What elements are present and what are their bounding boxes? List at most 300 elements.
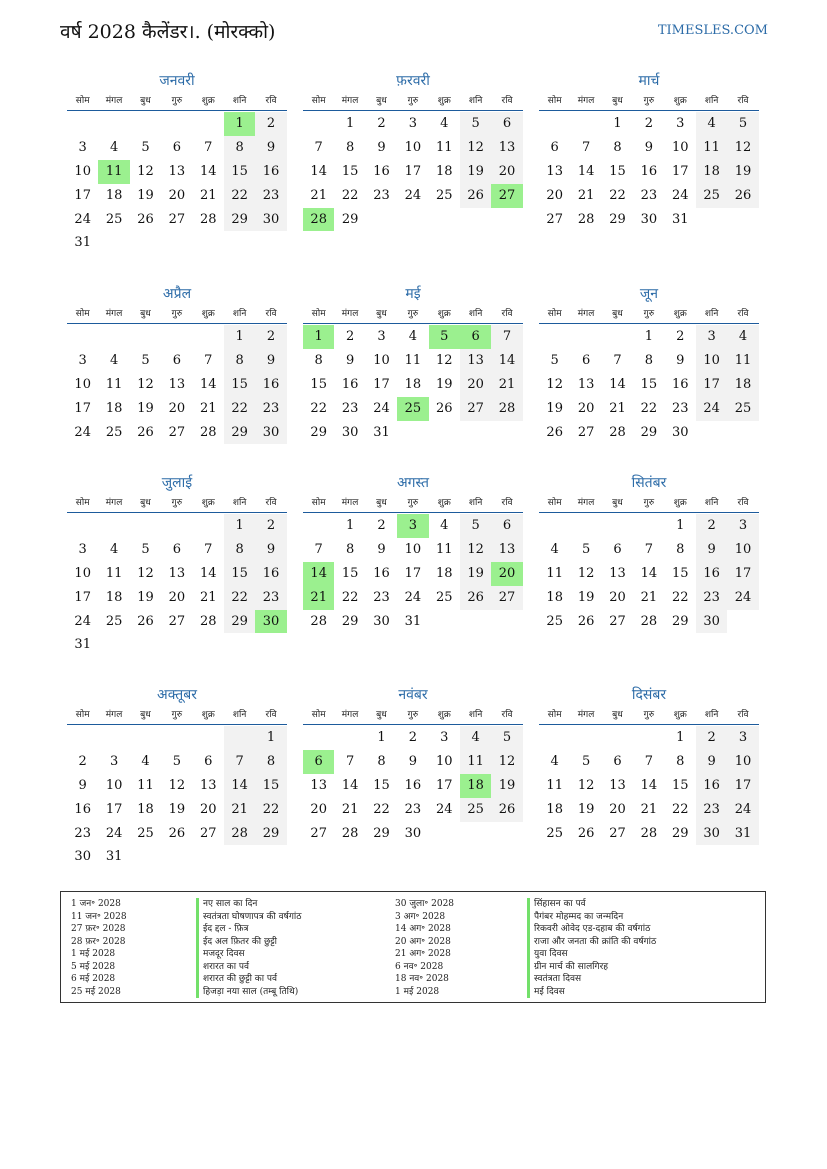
day-cell[interactable]: 4 — [408, 329, 417, 344]
day-cell[interactable]: 24 — [74, 211, 91, 227]
day-cell[interactable]: 7 — [581, 139, 591, 155]
day-cell[interactable]: 26 — [491, 798, 522, 822]
day-cell[interactable]: 17 — [727, 774, 758, 798]
day-cell[interactable]: 11 — [435, 541, 453, 557]
day-cell[interactable]: 9 — [78, 777, 87, 793]
day-cell[interactable]: 9 — [696, 750, 727, 774]
day-cell[interactable]: 28 — [199, 211, 217, 227]
day-cell[interactable]: 15 — [224, 373, 255, 397]
day-cell[interactable]: 6 — [172, 139, 181, 155]
day-cell[interactable]: 18 — [105, 400, 123, 416]
day-cell[interactable]: 13 — [460, 349, 491, 373]
day-cell[interactable]: 14 — [491, 349, 522, 373]
day-cell[interactable]: 5 — [491, 726, 522, 750]
day-cell[interactable]: 18 — [105, 187, 123, 203]
day-cell[interactable]: 5 — [550, 352, 559, 368]
day-cell[interactable]: 16 — [255, 373, 286, 397]
day-cell[interactable]: 22 — [341, 589, 359, 605]
day-cell[interactable]: 29 — [609, 211, 626, 227]
day-cell[interactable]: 1 — [224, 112, 255, 136]
day-cell[interactable]: 27 — [168, 613, 186, 629]
day-cell[interactable]: 10 — [404, 139, 422, 155]
day-cell[interactable]: 13 — [168, 376, 186, 392]
day-cell[interactable]: 13 — [546, 163, 563, 179]
day-cell[interactable]: 25 — [397, 397, 428, 421]
day-cell[interactable]: 6 — [460, 325, 491, 349]
day-cell[interactable]: 22 — [671, 589, 689, 605]
day-cell[interactable]: 6 — [550, 139, 559, 155]
day-cell[interactable]: 23 — [255, 397, 286, 421]
day-cell[interactable]: 9 — [676, 352, 685, 368]
day-cell[interactable]: 7 — [644, 541, 653, 557]
day-cell[interactable]: 26 — [577, 825, 595, 841]
day-cell[interactable]: 21 — [341, 801, 359, 817]
day-cell[interactable]: 5 — [141, 139, 150, 155]
day-cell[interactable]: 15 — [341, 565, 359, 581]
day-cell[interactable]: 1 — [613, 116, 622, 131]
day-cell[interactable]: 29 — [373, 825, 390, 841]
day-cell[interactable]: 27 — [168, 424, 186, 440]
day-cell[interactable]: 16 — [696, 774, 727, 798]
day-cell[interactable]: 31 — [373, 424, 390, 440]
day-cell[interactable]: 13 — [491, 538, 522, 562]
day-cell[interactable]: 30 — [696, 822, 727, 846]
day-cell[interactable]: 24 — [727, 798, 758, 822]
day-cell[interactable]: 20 — [199, 801, 217, 817]
day-cell[interactable]: 30 — [255, 208, 286, 232]
day-cell[interactable]: 4 — [696, 112, 727, 136]
day-cell[interactable]: 11 — [727, 349, 758, 373]
day-cell[interactable]: 19 — [137, 400, 154, 416]
day-cell[interactable]: 2 — [377, 518, 386, 533]
day-cell[interactable]: 26 — [137, 424, 154, 440]
day-cell[interactable]: 4 — [550, 753, 559, 769]
day-cell[interactable]: 30 — [255, 610, 286, 634]
day-cell[interactable]: 8 — [224, 136, 255, 160]
day-cell[interactable]: 18 — [696, 160, 727, 184]
day-cell[interactable]: 27 — [199, 825, 217, 841]
day-cell[interactable]: 16 — [404, 777, 422, 793]
day-cell[interactable]: 5 — [460, 514, 491, 538]
day-cell[interactable]: 2 — [345, 329, 355, 344]
day-cell[interactable]: 26 — [460, 184, 491, 208]
day-cell[interactable]: 23 — [404, 801, 422, 817]
day-cell[interactable]: 11 — [137, 777, 154, 793]
day-cell[interactable]: 1 — [303, 325, 334, 349]
day-cell[interactable]: 19 — [435, 376, 453, 392]
day-cell[interactable]: 10 — [74, 565, 91, 581]
day-cell[interactable]: 29 — [640, 424, 658, 440]
day-cell[interactable]: 12 — [137, 376, 154, 392]
day-cell[interactable]: 12 — [727, 136, 758, 160]
day-cell[interactable]: 30 — [341, 424, 359, 440]
day-cell[interactable]: 18 — [105, 589, 123, 605]
day-cell[interactable]: 19 — [546, 400, 563, 416]
day-cell[interactable]: 21 — [310, 187, 327, 203]
day-cell[interactable]: 6 — [491, 112, 522, 136]
day-cell[interactable]: 7 — [204, 352, 213, 368]
day-cell[interactable]: 16 — [373, 565, 390, 581]
day-cell[interactable]: 7 — [491, 325, 522, 349]
day-cell[interactable]: 15 — [224, 160, 255, 184]
day-cell[interactable]: 23 — [74, 825, 91, 841]
day-cell[interactable]: 20 — [609, 589, 626, 605]
day-cell[interactable]: 14 — [310, 163, 327, 179]
day-cell[interactable]: 31 — [671, 211, 689, 227]
day-cell[interactable]: 4 — [440, 116, 449, 131]
day-cell[interactable]: 15 — [640, 376, 658, 392]
day-cell[interactable]: 10 — [696, 349, 727, 373]
day-cell[interactable]: 26 — [168, 825, 186, 841]
day-cell[interactable]: 7 — [314, 139, 323, 155]
day-cell[interactable]: 15 — [671, 565, 689, 581]
day-cell[interactable]: 14 — [199, 163, 217, 179]
day-cell[interactable]: 3 — [78, 541, 87, 557]
day-cell[interactable]: 28 — [640, 613, 658, 629]
day-cell[interactable]: 10 — [727, 750, 758, 774]
day-cell[interactable]: 19 — [460, 160, 491, 184]
day-cell[interactable]: 10 — [373, 352, 390, 368]
day-cell[interactable]: 5 — [172, 753, 181, 769]
day-cell[interactable]: 2 — [676, 329, 685, 344]
day-cell[interactable]: 8 — [676, 753, 685, 769]
day-cell[interactable]: 19 — [168, 801, 186, 817]
day-cell[interactable]: 12 — [137, 163, 154, 179]
day-cell[interactable]: 24 — [435, 801, 453, 817]
day-cell[interactable]: 18 — [546, 589, 563, 605]
day-cell[interactable]: 3 — [78, 352, 87, 368]
day-cell[interactable]: 4 — [109, 541, 119, 557]
day-cell[interactable]: 3 — [696, 325, 727, 349]
day-cell[interactable]: 19 — [577, 801, 595, 817]
day-cell[interactable]: 7 — [314, 541, 323, 557]
day-cell[interactable]: 27 — [168, 211, 186, 227]
day-cell[interactable]: 6 — [172, 541, 181, 557]
day-cell[interactable]: 25 — [435, 589, 453, 605]
day-cell[interactable]: 23 — [696, 586, 727, 610]
day-cell[interactable]: 18 — [727, 373, 758, 397]
day-cell[interactable]: 1 — [676, 730, 685, 745]
day-cell[interactable]: 5 — [141, 352, 150, 368]
day-cell[interactable]: 25 — [105, 424, 123, 440]
day-cell[interactable]: 3 — [109, 753, 119, 769]
day-cell[interactable]: 18 — [404, 376, 422, 392]
day-cell[interactable]: 13 — [310, 777, 327, 793]
day-cell[interactable]: 2 — [408, 730, 417, 745]
day-cell[interactable]: 1 — [255, 726, 286, 750]
day-cell[interactable]: 24 — [74, 613, 91, 629]
day-cell[interactable]: 26 — [435, 400, 453, 416]
day-cell[interactable]: 22 — [341, 187, 359, 203]
day-cell[interactable]: 27 — [609, 825, 626, 841]
day-cell[interactable]: 4 — [460, 726, 491, 750]
day-cell[interactable]: 16 — [74, 801, 91, 817]
day-cell[interactable]: 26 — [727, 184, 758, 208]
day-cell[interactable]: 14 — [640, 565, 658, 581]
day-cell[interactable]: 3 — [440, 730, 449, 745]
day-cell[interactable]: 18 — [435, 565, 453, 581]
day-cell[interactable]: 18 — [137, 801, 154, 817]
day-cell[interactable]: 27 — [546, 211, 563, 227]
day-cell[interactable]: 2 — [78, 753, 87, 769]
day-cell[interactable]: 20 — [546, 187, 563, 203]
day-cell[interactable]: 24 — [727, 586, 758, 610]
day-cell[interactable]: 10 — [435, 753, 453, 769]
day-cell[interactable]: 26 — [460, 586, 491, 610]
day-cell[interactable]: 15 — [373, 777, 390, 793]
day-cell[interactable]: 4 — [727, 325, 758, 349]
day-cell[interactable]: 25 — [105, 613, 123, 629]
day-cell[interactable]: 8 — [314, 352, 323, 368]
day-cell[interactable]: 12 — [460, 538, 491, 562]
day-cell[interactable]: 9 — [255, 136, 286, 160]
day-cell[interactable]: 6 — [491, 514, 522, 538]
day-cell[interactable]: 5 — [429, 325, 460, 349]
day-cell[interactable]: 2 — [644, 116, 653, 131]
day-cell[interactable]: 11 — [98, 160, 129, 184]
day-cell[interactable]: 19 — [137, 589, 154, 605]
day-cell[interactable]: 16 — [341, 376, 359, 392]
day-cell[interactable]: 22 — [671, 801, 689, 817]
day-cell[interactable]: 28 — [341, 825, 359, 841]
day-cell[interactable]: 8 — [345, 541, 355, 557]
day-cell[interactable]: 12 — [491, 750, 522, 774]
day-cell[interactable]: 7 — [224, 750, 255, 774]
day-cell[interactable]: 21 — [640, 801, 658, 817]
day-cell[interactable]: 23 — [696, 798, 727, 822]
day-cell[interactable]: 21 — [303, 586, 334, 610]
day-cell[interactable]: 22 — [609, 187, 626, 203]
day-cell[interactable]: 11 — [460, 750, 491, 774]
day-cell[interactable]: 30 — [255, 421, 286, 445]
day-cell[interactable]: 18 — [460, 774, 491, 798]
day-cell[interactable]: 29 — [671, 613, 689, 629]
day-cell[interactable]: 16 — [373, 163, 390, 179]
day-cell[interactable]: 8 — [255, 750, 286, 774]
day-cell[interactable]: 14 — [609, 376, 626, 392]
day-cell[interactable]: 28 — [491, 397, 522, 421]
day-cell[interactable]: 15 — [255, 774, 286, 798]
day-cell[interactable]: 11 — [105, 376, 123, 392]
day-cell[interactable]: 13 — [577, 376, 595, 392]
day-cell[interactable]: 29 — [671, 825, 689, 841]
day-cell[interactable]: 10 — [105, 777, 123, 793]
day-cell[interactable]: 21 — [199, 589, 217, 605]
day-cell[interactable]: 17 — [105, 801, 123, 817]
day-cell[interactable]: 21 — [199, 400, 217, 416]
day-cell[interactable]: 2 — [377, 116, 386, 131]
day-cell[interactable]: 27 — [609, 613, 626, 629]
day-cell[interactable]: 30 — [671, 424, 689, 440]
day-cell[interactable]: 17 — [74, 589, 91, 605]
day-cell[interactable]: 5 — [581, 753, 591, 769]
day-cell[interactable]: 27 — [491, 184, 522, 208]
day-cell[interactable]: 22 — [640, 400, 658, 416]
day-cell[interactable]: 25 — [546, 825, 563, 841]
day-cell[interactable]: 14 — [199, 376, 217, 392]
day-cell[interactable]: 3 — [676, 116, 685, 131]
day-cell[interactable]: 31 — [74, 637, 91, 653]
day-cell[interactable]: 28 — [609, 424, 626, 440]
day-cell[interactable]: 10 — [727, 538, 758, 562]
day-cell[interactable]: 9 — [377, 139, 386, 155]
day-cell[interactable]: 11 — [696, 136, 727, 160]
day-cell[interactable]: 29 — [310, 424, 327, 440]
day-cell[interactable]: 13 — [609, 777, 626, 793]
day-cell[interactable]: 11 — [105, 565, 123, 581]
day-cell[interactable]: 10 — [74, 376, 91, 392]
day-cell[interactable]: 24 — [404, 187, 422, 203]
day-cell[interactable]: 14 — [199, 565, 217, 581]
day-cell[interactable]: 20 — [460, 373, 491, 397]
day-cell[interactable]: 28 — [224, 822, 255, 846]
day-cell[interactable]: 30 — [373, 613, 390, 629]
day-cell[interactable]: 25 — [696, 184, 727, 208]
day-cell[interactable]: 3 — [408, 116, 417, 131]
day-cell[interactable]: 25 — [137, 825, 154, 841]
day-cell[interactable]: 20 — [609, 801, 626, 817]
day-cell[interactable]: 16 — [640, 163, 658, 179]
day-cell[interactable]: 8 — [224, 538, 255, 562]
day-cell[interactable]: 7 — [644, 753, 653, 769]
day-cell[interactable]: 14 — [341, 777, 359, 793]
day-cell[interactable]: 3 — [78, 139, 87, 155]
day-cell[interactable]: 28 — [310, 613, 327, 629]
day-cell[interactable]: 14 — [577, 163, 595, 179]
day-cell[interactable]: 24 — [696, 397, 727, 421]
day-cell[interactable]: 28 — [303, 208, 334, 232]
day-cell[interactable]: 8 — [644, 352, 653, 368]
day-cell[interactable]: 17 — [404, 565, 422, 581]
day-cell[interactable]: 19 — [727, 160, 758, 184]
day-cell[interactable]: 17 — [74, 400, 91, 416]
day-cell[interactable]: 27 — [460, 397, 491, 421]
day-cell[interactable]: 1 — [224, 514, 255, 538]
day-cell[interactable]: 19 — [137, 187, 154, 203]
day-cell[interactable]: 17 — [373, 376, 390, 392]
day-cell[interactable]: 5 — [460, 112, 491, 136]
day-cell[interactable]: 23 — [373, 187, 390, 203]
day-cell[interactable]: 13 — [199, 777, 217, 793]
day-cell[interactable]: 2 — [696, 514, 727, 538]
day-cell[interactable]: 24 — [105, 825, 123, 841]
day-cell[interactable]: 28 — [577, 211, 595, 227]
day-cell[interactable]: 29 — [224, 610, 255, 634]
day-cell[interactable]: 6 — [613, 753, 622, 769]
day-cell[interactable]: 21 — [577, 187, 595, 203]
day-cell[interactable]: 14 — [303, 562, 334, 586]
day-cell[interactable]: 18 — [435, 163, 453, 179]
day-cell[interactable]: 11 — [404, 352, 422, 368]
day-cell[interactable]: 18 — [546, 801, 563, 817]
day-cell[interactable]: 23 — [671, 400, 689, 416]
day-cell[interactable]: 29 — [255, 822, 286, 846]
day-cell[interactable]: 29 — [341, 211, 359, 227]
day-cell[interactable]: 25 — [546, 613, 563, 629]
day-cell[interactable]: 8 — [377, 753, 386, 769]
day-cell[interactable]: 17 — [435, 777, 453, 793]
day-cell[interactable]: 7 — [204, 139, 213, 155]
day-cell[interactable]: 17 — [404, 163, 422, 179]
day-cell[interactable]: 20 — [577, 400, 595, 416]
day-cell[interactable]: 9 — [255, 538, 286, 562]
day-cell[interactable]: 6 — [204, 753, 213, 769]
day-cell[interactable]: 9 — [644, 139, 653, 155]
day-cell[interactable]: 1 — [644, 329, 653, 344]
day-cell[interactable]: 8 — [676, 541, 685, 557]
day-cell[interactable]: 20 — [168, 589, 186, 605]
day-cell[interactable]: 6 — [581, 352, 591, 368]
day-cell[interactable]: 25 — [460, 798, 491, 822]
day-cell[interactable]: 16 — [696, 562, 727, 586]
day-cell[interactable]: 9 — [377, 541, 386, 557]
day-cell[interactable]: 24 — [671, 187, 689, 203]
day-cell[interactable]: 31 — [105, 849, 123, 865]
day-cell[interactable]: 12 — [546, 376, 563, 392]
day-cell[interactable]: 14 — [224, 774, 255, 798]
day-cell[interactable]: 3 — [727, 726, 758, 750]
day-cell[interactable]: 20 — [491, 562, 522, 586]
day-cell[interactable]: 16 — [671, 376, 689, 392]
day-cell[interactable]: 21 — [491, 373, 522, 397]
day-cell[interactable]: 12 — [460, 136, 491, 160]
day-cell[interactable]: 31 — [727, 822, 758, 846]
day-cell[interactable]: 30 — [74, 849, 91, 865]
day-cell[interactable]: 20 — [168, 400, 186, 416]
day-cell[interactable]: 5 — [141, 541, 150, 557]
day-cell[interactable]: 17 — [727, 562, 758, 586]
day-cell[interactable]: 26 — [546, 424, 563, 440]
day-cell[interactable]: 21 — [640, 589, 658, 605]
day-cell[interactable]: 8 — [224, 349, 255, 373]
day-cell[interactable]: 19 — [491, 774, 522, 798]
day-cell[interactable]: 20 — [310, 801, 327, 817]
day-cell[interactable]: 28 — [640, 825, 658, 841]
day-cell[interactable]: 2 — [255, 325, 286, 349]
day-cell[interactable]: 11 — [546, 565, 563, 581]
day-cell[interactable]: 17 — [671, 163, 689, 179]
day-cell[interactable]: 6 — [172, 352, 181, 368]
day-cell[interactable]: 16 — [255, 160, 286, 184]
day-cell[interactable]: 21 — [224, 798, 255, 822]
day-cell[interactable]: 23 — [255, 586, 286, 610]
day-cell[interactable]: 21 — [609, 400, 626, 416]
day-cell[interactable]: 1 — [377, 730, 386, 745]
day-cell[interactable]: 8 — [613, 139, 622, 155]
day-cell[interactable]: 9 — [345, 352, 355, 368]
day-cell[interactable]: 30 — [696, 610, 727, 634]
day-cell[interactable]: 7 — [204, 541, 213, 557]
day-cell[interactable]: 2 — [255, 514, 286, 538]
day-cell[interactable]: 22 — [224, 586, 255, 610]
day-cell[interactable]: 26 — [137, 613, 154, 629]
day-cell[interactable]: 22 — [224, 184, 255, 208]
day-cell[interactable]: 4 — [109, 352, 119, 368]
day-cell[interactable]: 23 — [373, 589, 390, 605]
day-cell[interactable]: 9 — [696, 538, 727, 562]
day-cell[interactable]: 22 — [255, 798, 286, 822]
day-cell[interactable]: 13 — [168, 163, 186, 179]
day-cell[interactable]: 24 — [404, 589, 422, 605]
day-cell[interactable]: 15 — [310, 376, 327, 392]
day-cell[interactable]: 1 — [676, 518, 685, 533]
day-cell[interactable]: 7 — [345, 753, 355, 769]
day-cell[interactable]: 23 — [640, 187, 658, 203]
day-cell[interactable]: 29 — [224, 208, 255, 232]
day-cell[interactable]: 22 — [373, 801, 390, 817]
day-cell[interactable]: 15 — [671, 777, 689, 793]
day-cell[interactable]: 20 — [168, 187, 186, 203]
